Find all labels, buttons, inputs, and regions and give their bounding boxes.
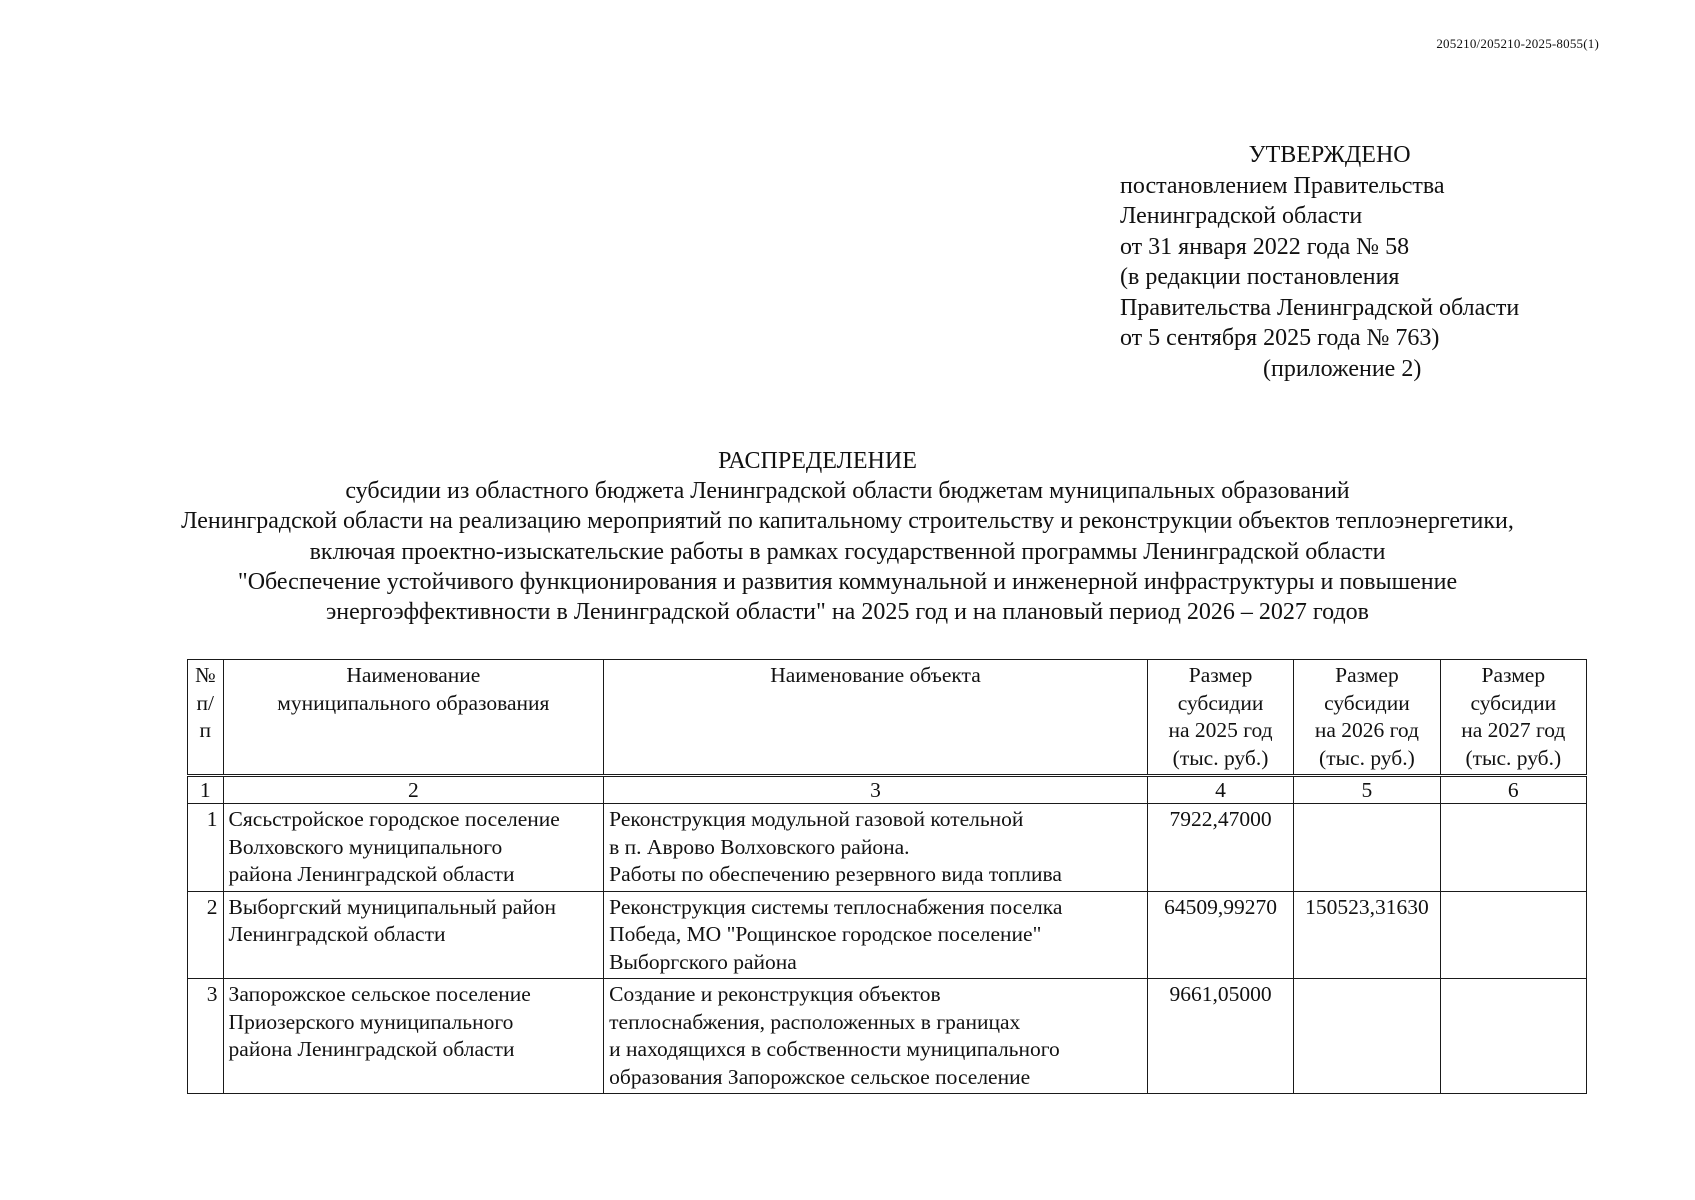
cell-line: Победа, МО "Рощинское городское поселение"	[609, 922, 1042, 946]
header-text: Размер	[1335, 663, 1399, 687]
cell-line: Ленинградской области	[228, 922, 446, 946]
cell-line: образования Запорожское сельское поселение	[609, 1064, 1031, 1089]
approval-line: Ленинградской области	[1120, 203, 1363, 229]
cell-line: в п. Аврово Волховского района.	[609, 834, 910, 859]
object-cell	[604, 979, 1148, 1094]
header-text: на 2027 год	[1461, 718, 1566, 742]
subsidy-2025-cell: 9661,05000	[1147, 979, 1293, 1094]
document-title-block	[0, 446, 1695, 627]
subtitle-line: субсидии из областного бюджета Ленинградской области бюджетам муниципальных образований	[345, 478, 1350, 505]
subtitle-line: включая проектно-изыскательские работы в рамках государственной программы Ленинградской области	[309, 538, 1386, 565]
cell-line: и находящихся в собственности муниципального	[609, 1037, 1060, 1061]
header-text: Наименование	[346, 663, 481, 687]
header-text: Наименование объекта	[770, 663, 981, 687]
header-subsidy-2026	[1294, 660, 1440, 776]
header-municipality	[223, 660, 604, 776]
subsidy-distribution-table	[187, 659, 1587, 1094]
header-text: (тыс. руб.)	[1172, 745, 1269, 770]
subsidy-2027-cell	[1440, 979, 1586, 1094]
column-number: 6	[1440, 776, 1586, 804]
document-title: РАСПРЕДЕЛЕНИЕ	[718, 448, 917, 474]
header-subsidy-2027	[1440, 660, 1586, 776]
object-cell	[604, 891, 1148, 979]
column-number: 3	[604, 776, 1148, 804]
appendix-label: (приложение 2)	[1263, 355, 1422, 382]
subsidy-2027-cell	[1440, 804, 1586, 892]
table-row	[188, 891, 1587, 979]
document-number: 205210/205210-2025-8055(1)	[1436, 36, 1599, 51]
column-number-row	[188, 776, 1587, 804]
cell-line: Работы по обеспечению резервного вида топлива	[609, 862, 1062, 886]
cell-line: Сясьстройское городское поселение	[228, 807, 560, 831]
subsidy-2026-cell	[1294, 804, 1440, 892]
approval-line: от 5 сентября 2025 года № 763)	[1120, 325, 1440, 351]
column-number: 4	[1147, 776, 1293, 804]
table-row	[188, 804, 1587, 892]
row-number: 2	[188, 891, 224, 979]
subsidy-2025-cell: 64509,99270	[1147, 891, 1293, 979]
subtitle-line: "Обеспечение устойчивого функционирования и развития коммунальной и инженерной инфраструктуры и повышение	[237, 568, 1458, 595]
municipality-cell	[223, 979, 604, 1094]
cell-line: района Ленинградской области	[228, 1037, 515, 1061]
municipality-cell	[223, 804, 604, 892]
municipality-cell	[223, 891, 604, 979]
cell-line: Выборгского района	[609, 949, 797, 974]
approval-line: (в редакции постановления	[1120, 264, 1400, 290]
column-number: 5	[1294, 776, 1440, 804]
table-row	[188, 979, 1587, 1094]
approval-line: Правительства Ленинградской области	[1120, 294, 1520, 321]
column-number: 2	[223, 776, 604, 804]
approval-line: от 31 января 2022 года № 58	[1120, 233, 1410, 260]
header-text: №	[195, 663, 216, 687]
subsidy-2025-cell: 7922,47000	[1147, 804, 1293, 892]
header-text: на 2026 год	[1314, 718, 1419, 742]
cell-line: района Ленинградской области	[228, 862, 515, 886]
cell-line: теплоснабжения, расположенных в границах	[609, 1009, 1021, 1034]
object-cell	[604, 804, 1148, 892]
approval-stamp-block	[1120, 140, 1519, 384]
cell-line: Запорожское сельское поселение	[228, 982, 531, 1006]
header-text: субсидии	[1470, 690, 1557, 715]
header-object	[604, 660, 1148, 776]
header-text: Размер	[1188, 663, 1253, 687]
cell-line: Реконструкция системы теплоснабжения поселка	[609, 894, 1063, 919]
subtitle-line: Ленинградской области на реализацию мероприятий по капитальному строительству и реконструкции объектов теплоэнергетики,	[181, 508, 1514, 535]
header-subsidy-2025	[1147, 660, 1293, 776]
header-num	[188, 660, 224, 776]
cell-line: Волховского муниципального	[228, 834, 503, 859]
header-text: на 2025 год	[1168, 718, 1273, 742]
subtitle-line: энергоэффективности в Ленинградской области" на 2025 год и на плановый период 2026 – 2027 годов	[325, 599, 1369, 626]
row-number: 3	[188, 979, 224, 1094]
header-text: п/п	[196, 690, 215, 742]
subsidy-2026-cell	[1294, 979, 1440, 1094]
header-text: муниципального образования	[277, 690, 550, 715]
column-number: 1	[188, 776, 224, 804]
subsidy-2026-cell: 150523,31630	[1294, 891, 1440, 979]
header-text: субсидии	[1324, 690, 1410, 715]
cell-line: Реконструкция модульной газовой котельной	[609, 807, 1024, 831]
header-text: субсидии	[1177, 690, 1264, 715]
header-text: (тыс. руб.)	[1319, 745, 1415, 770]
table-header-row	[188, 660, 1587, 776]
cell-line: Выборгский муниципальный район	[228, 894, 557, 919]
approval-line: постановлением Правительства	[1120, 172, 1445, 199]
header-text: Размер	[1481, 663, 1546, 687]
row-number: 1	[188, 804, 224, 892]
approved-heading: УТВЕРЖДЕНО	[1248, 142, 1411, 168]
subsidy-2027-cell	[1440, 891, 1586, 979]
cell-line: Создание и реконструкция объектов	[609, 982, 941, 1006]
cell-line: Приозерского муниципального	[228, 1009, 514, 1034]
header-text: (тыс. руб.)	[1465, 745, 1562, 770]
